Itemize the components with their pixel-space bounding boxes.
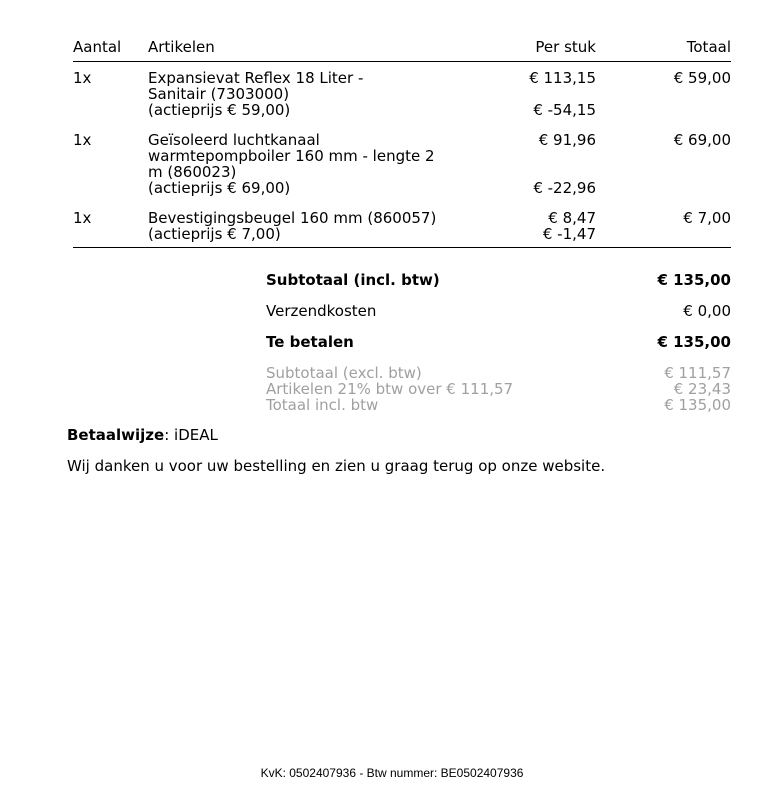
- row-total: € 59,00: [673, 69, 731, 87]
- subtotal-incl-label: Subtotaal (incl. btw): [266, 271, 440, 289]
- row-qty: 1x: [73, 209, 92, 227]
- row-total: € 7,00: [683, 209, 731, 227]
- row-discount: € -1,47: [542, 225, 596, 243]
- row-discount: € -22,96: [533, 179, 596, 197]
- footer-company-info: KvK: 0502407936 - Btw nummer: BE0502407936: [260, 766, 524, 780]
- row-total: € 69,00: [673, 131, 731, 149]
- row-qty: 1x: [73, 69, 92, 87]
- header-unit-price: Per stuk: [535, 38, 596, 56]
- thank-you-message: Wij danken u voor uw bestelling en zien u graag terug op onze website.: [67, 457, 606, 475]
- payment-label: Betaalwijze: [67, 426, 165, 444]
- row-discount: € -54,15: [533, 101, 596, 119]
- table-row: [73, 62, 731, 124]
- vat-value: € 23,43: [673, 380, 731, 398]
- row-promo: (actieprijs € 59,00): [148, 101, 291, 119]
- row-promo: (actieprijs € 69,00): [148, 179, 291, 197]
- row-article-name: Expansievat Reflex 18 Liter - Sanitair (7303000): [148, 69, 364, 103]
- header-total: Totaal: [686, 38, 731, 56]
- to-pay-value: € 135,00: [657, 333, 731, 351]
- table-row: [73, 202, 731, 248]
- row-unit-price: € 8,47: [548, 209, 596, 227]
- table-bottom-rule: [73, 247, 731, 248]
- summary-vat-breakdown: [266, 365, 731, 413]
- summary-to-pay: [266, 333, 731, 353]
- payment-method: [67, 426, 218, 444]
- table-row: [73, 124, 731, 202]
- order-table: [73, 37, 731, 248]
- summary-subtotal-incl: [266, 271, 731, 291]
- to-pay-label: Te betalen: [266, 333, 354, 351]
- shipping-label: Verzendkosten: [266, 302, 377, 320]
- table-header: [73, 37, 731, 62]
- subtotal-excl-label: Subtotaal (excl. btw): [266, 364, 422, 382]
- summary-shipping: [266, 302, 731, 322]
- header-articles: Artikelen: [148, 38, 215, 56]
- payment-value: : iDEAL: [164, 426, 218, 444]
- row-article-name: Bevestigingsbeugel 160 mm (860057): [148, 209, 437, 227]
- subtotal-excl-value: € 111,57: [664, 364, 731, 382]
- total-incl-label: Totaal incl. btw: [266, 396, 379, 414]
- total-incl-value: € 135,00: [664, 396, 731, 414]
- subtotal-incl-value: € 135,00: [657, 271, 731, 289]
- row-article-name: Geïsoleerd luchtkanaal warmtepompboiler 160 mm - lengte 2 m (860023): [148, 131, 435, 181]
- shipping-value: € 0,00: [683, 302, 731, 320]
- row-promo: (actieprijs € 7,00): [148, 225, 281, 243]
- row-unit-price: € 91,96: [538, 131, 596, 149]
- row-qty: 1x: [73, 131, 92, 149]
- vat-label: Artikelen 21% btw over € 111,57: [266, 380, 514, 398]
- row-unit-price: € 113,15: [529, 69, 596, 87]
- header-qty: Aantal: [73, 38, 122, 56]
